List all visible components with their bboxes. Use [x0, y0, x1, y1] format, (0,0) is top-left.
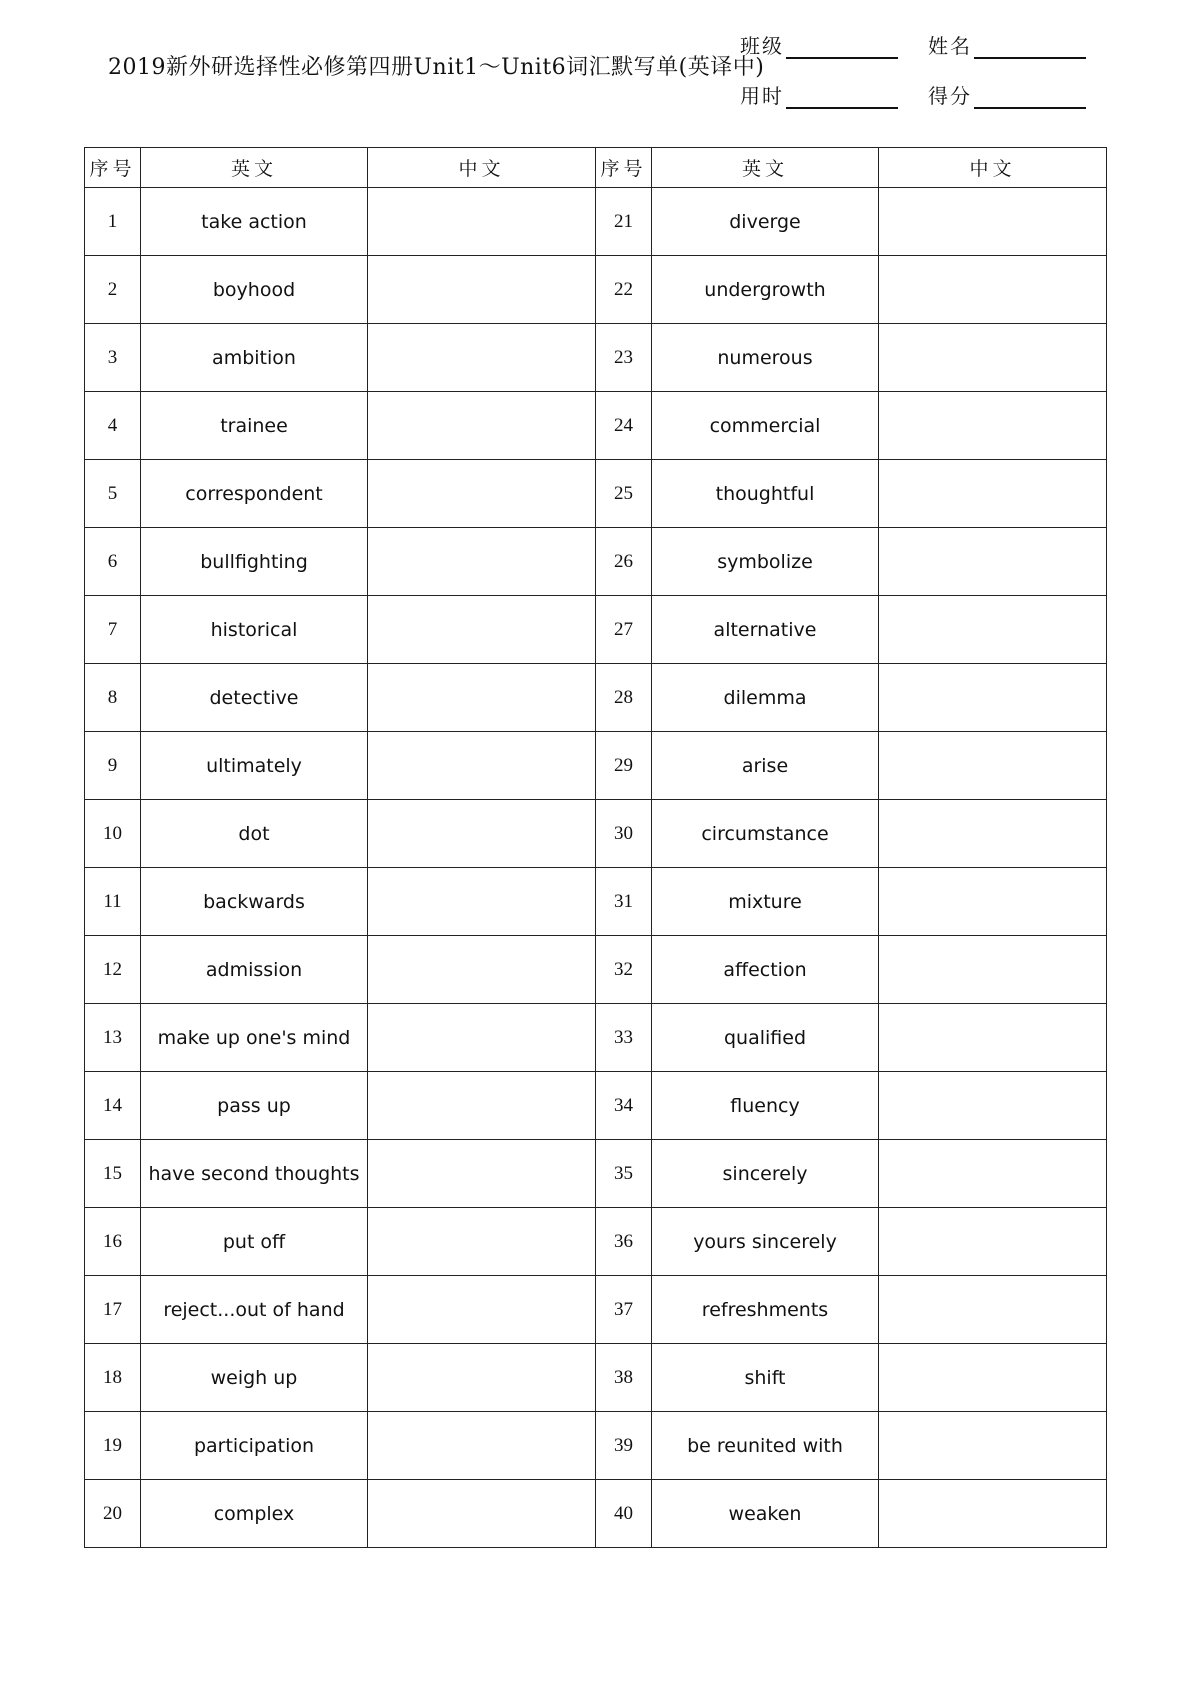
chinese-answer-left[interactable]: [368, 800, 596, 868]
table-body: [85, 188, 1107, 1548]
header-chinese-left: 中文: [368, 148, 596, 188]
word-number-right: 27: [596, 596, 652, 664]
time-label: 用时: [740, 84, 784, 108]
header-english-right: 英文: [652, 148, 879, 188]
chinese-answer-left[interactable]: [368, 1004, 596, 1072]
table-row: [85, 1004, 1107, 1072]
chinese-answer-right[interactable]: [879, 528, 1107, 596]
table-row: [85, 1072, 1107, 1140]
table-row: [85, 1412, 1107, 1480]
english-word-right: refreshments: [652, 1276, 879, 1344]
english-word-left: ambition: [141, 324, 368, 392]
english-word-left: reject...out of hand: [141, 1276, 368, 1344]
english-word-left: complex: [141, 1480, 368, 1548]
word-number-right: 31: [596, 868, 652, 936]
chinese-answer-right[interactable]: [879, 868, 1107, 936]
word-number-right: 37: [596, 1276, 652, 1344]
word-number-left: 16: [85, 1208, 141, 1276]
table-row: [85, 936, 1107, 1004]
word-number-left: 15: [85, 1140, 141, 1208]
table-row: [85, 188, 1107, 256]
table-row: [85, 664, 1107, 732]
class-field: [740, 30, 898, 59]
chinese-answer-right[interactable]: [879, 1412, 1107, 1480]
chinese-answer-left[interactable]: [368, 732, 596, 800]
word-number-left: 14: [85, 1072, 141, 1140]
chinese-answer-right[interactable]: [879, 1344, 1107, 1412]
word-number-left: 3: [85, 324, 141, 392]
english-word-left: detective: [141, 664, 368, 732]
word-number-right: 29: [596, 732, 652, 800]
english-word-left: make up one's mind: [141, 1004, 368, 1072]
english-word-right: affection: [652, 936, 879, 1004]
english-word-right: numerous: [652, 324, 879, 392]
chinese-answer-right[interactable]: [879, 596, 1107, 664]
english-word-right: alternative: [652, 596, 879, 664]
time-field: [740, 80, 898, 109]
english-word-left: have second thoughts: [141, 1140, 368, 1208]
word-number-left: 17: [85, 1276, 141, 1344]
english-word-left: trainee: [141, 392, 368, 460]
word-number-right: 21: [596, 188, 652, 256]
word-number-right: 34: [596, 1072, 652, 1140]
table-row: [85, 528, 1107, 596]
english-word-right: fluency: [652, 1072, 879, 1140]
header-number-left: 序号: [85, 148, 141, 188]
english-word-right: commercial: [652, 392, 879, 460]
chinese-answer-right[interactable]: [879, 936, 1107, 1004]
chinese-answer-right[interactable]: [879, 800, 1107, 868]
english-word-right: dilemma: [652, 664, 879, 732]
table-row: [85, 1208, 1107, 1276]
english-word-right: be reunited with: [652, 1412, 879, 1480]
word-number-right: 25: [596, 460, 652, 528]
chinese-answer-right[interactable]: [879, 460, 1107, 528]
class-label: 班级: [740, 34, 784, 58]
english-word-left: ultimately: [141, 732, 368, 800]
chinese-answer-right[interactable]: [879, 664, 1107, 732]
table-row: [85, 1344, 1107, 1412]
word-number-left: 1: [85, 188, 141, 256]
english-word-right: sincerely: [652, 1140, 879, 1208]
chinese-answer-left[interactable]: [368, 1480, 596, 1548]
english-word-left: bullfighting: [141, 528, 368, 596]
english-word-left: put off: [141, 1208, 368, 1276]
chinese-answer-left[interactable]: [368, 1140, 596, 1208]
chinese-answer-left[interactable]: [368, 1208, 596, 1276]
worksheet-title: 2019新外研选择性必修第四册Unit1～Unit6词汇默写单(英译中): [108, 55, 765, 80]
chinese-answer-left[interactable]: [368, 1072, 596, 1140]
chinese-answer-left[interactable]: [368, 596, 596, 664]
word-number-right: 26: [596, 528, 652, 596]
header-english-left: 英文: [141, 148, 368, 188]
time-blank[interactable]: [786, 87, 898, 109]
word-number-left: 11: [85, 868, 141, 936]
english-word-right: mixture: [652, 868, 879, 936]
english-word-right: thoughtful: [652, 460, 879, 528]
chinese-answer-right[interactable]: [879, 1276, 1107, 1344]
header-chinese-right: 中文: [879, 148, 1107, 188]
chinese-answer-left[interactable]: [368, 528, 596, 596]
chinese-answer-right[interactable]: [879, 1004, 1107, 1072]
word-number-left: 19: [85, 1412, 141, 1480]
word-number-right: 23: [596, 324, 652, 392]
table-row: [85, 392, 1107, 460]
english-word-left: dot: [141, 800, 368, 868]
word-number-left: 8: [85, 664, 141, 732]
word-number-right: 40: [596, 1480, 652, 1548]
word-number-left: 7: [85, 596, 141, 664]
english-word-right: diverge: [652, 188, 879, 256]
table-row: [85, 1276, 1107, 1344]
word-number-left: 4: [85, 392, 141, 460]
chinese-answer-right[interactable]: [879, 1140, 1107, 1208]
english-word-right: weaken: [652, 1480, 879, 1548]
english-word-right: undergrowth: [652, 256, 879, 324]
word-number-right: 35: [596, 1140, 652, 1208]
name-field: [928, 30, 1086, 59]
english-word-left: admission: [141, 936, 368, 1004]
english-word-right: qualified: [652, 1004, 879, 1072]
chinese-answer-right[interactable]: [879, 188, 1107, 256]
english-word-left: participation: [141, 1412, 368, 1480]
chinese-answer-right[interactable]: [879, 256, 1107, 324]
table-row: [85, 1480, 1107, 1548]
word-number-right: 33: [596, 1004, 652, 1072]
name-blank[interactable]: [974, 37, 1086, 59]
chinese-answer-left[interactable]: [368, 324, 596, 392]
name-label: 姓名: [928, 34, 972, 58]
table-row: [85, 256, 1107, 324]
english-word-left: historical: [141, 596, 368, 664]
english-word-left: weigh up: [141, 1344, 368, 1412]
english-word-right: symbolize: [652, 528, 879, 596]
english-word-right: yours sincerely: [652, 1208, 879, 1276]
word-number-right: 22: [596, 256, 652, 324]
word-number-right: 32: [596, 936, 652, 1004]
english-word-left: pass up: [141, 1072, 368, 1140]
english-word-left: take action: [141, 188, 368, 256]
word-number-left: 6: [85, 528, 141, 596]
chinese-answer-left[interactable]: [368, 1344, 596, 1412]
chinese-answer-right[interactable]: [879, 1208, 1107, 1276]
score-blank[interactable]: [974, 87, 1086, 109]
word-number-left: 18: [85, 1344, 141, 1412]
chinese-answer-left[interactable]: [368, 1412, 596, 1480]
header-number-right: 序号: [596, 148, 652, 188]
table-row: [85, 732, 1107, 800]
table-header-row: [85, 148, 1107, 188]
english-word-right: shift: [652, 1344, 879, 1412]
chinese-answer-right[interactable]: [879, 1480, 1107, 1548]
chinese-answer-left[interactable]: [368, 188, 596, 256]
chinese-answer-right[interactable]: [879, 1072, 1107, 1140]
chinese-answer-left[interactable]: [368, 1276, 596, 1344]
class-blank[interactable]: [786, 37, 898, 59]
chinese-answer-left[interactable]: [368, 664, 596, 732]
table-row: [85, 460, 1107, 528]
word-number-right: 36: [596, 1208, 652, 1276]
word-number-right: 24: [596, 392, 652, 460]
word-number-left: 5: [85, 460, 141, 528]
chinese-answer-left[interactable]: [368, 868, 596, 936]
english-word-right: arise: [652, 732, 879, 800]
table-row: [85, 1140, 1107, 1208]
chinese-answer-right[interactable]: [879, 732, 1107, 800]
table-row: [85, 868, 1107, 936]
word-number-left: 9: [85, 732, 141, 800]
word-number-left: 12: [85, 936, 141, 1004]
english-word-left: correspondent: [141, 460, 368, 528]
english-word-left: backwards: [141, 868, 368, 936]
word-number-left: 13: [85, 1004, 141, 1072]
word-number-right: 28: [596, 664, 652, 732]
word-number-left: 10: [85, 800, 141, 868]
chinese-answer-left[interactable]: [368, 936, 596, 1004]
score-label: 得分: [928, 84, 972, 108]
score-field: [928, 80, 1086, 109]
chinese-answer-left[interactable]: [368, 460, 596, 528]
word-number-right: 38: [596, 1344, 652, 1412]
chinese-answer-right[interactable]: [879, 324, 1107, 392]
chinese-answer-right[interactable]: [879, 392, 1107, 460]
word-number-left: 2: [85, 256, 141, 324]
table-row: [85, 324, 1107, 392]
table-row: [85, 596, 1107, 664]
chinese-answer-left[interactable]: [368, 392, 596, 460]
vocabulary-table: [84, 147, 1107, 1548]
word-number-right: 39: [596, 1412, 652, 1480]
word-number-left: 20: [85, 1480, 141, 1548]
chinese-answer-left[interactable]: [368, 256, 596, 324]
english-word-left: boyhood: [141, 256, 368, 324]
table-row: [85, 800, 1107, 868]
english-word-right: circumstance: [652, 800, 879, 868]
word-number-right: 30: [596, 800, 652, 868]
